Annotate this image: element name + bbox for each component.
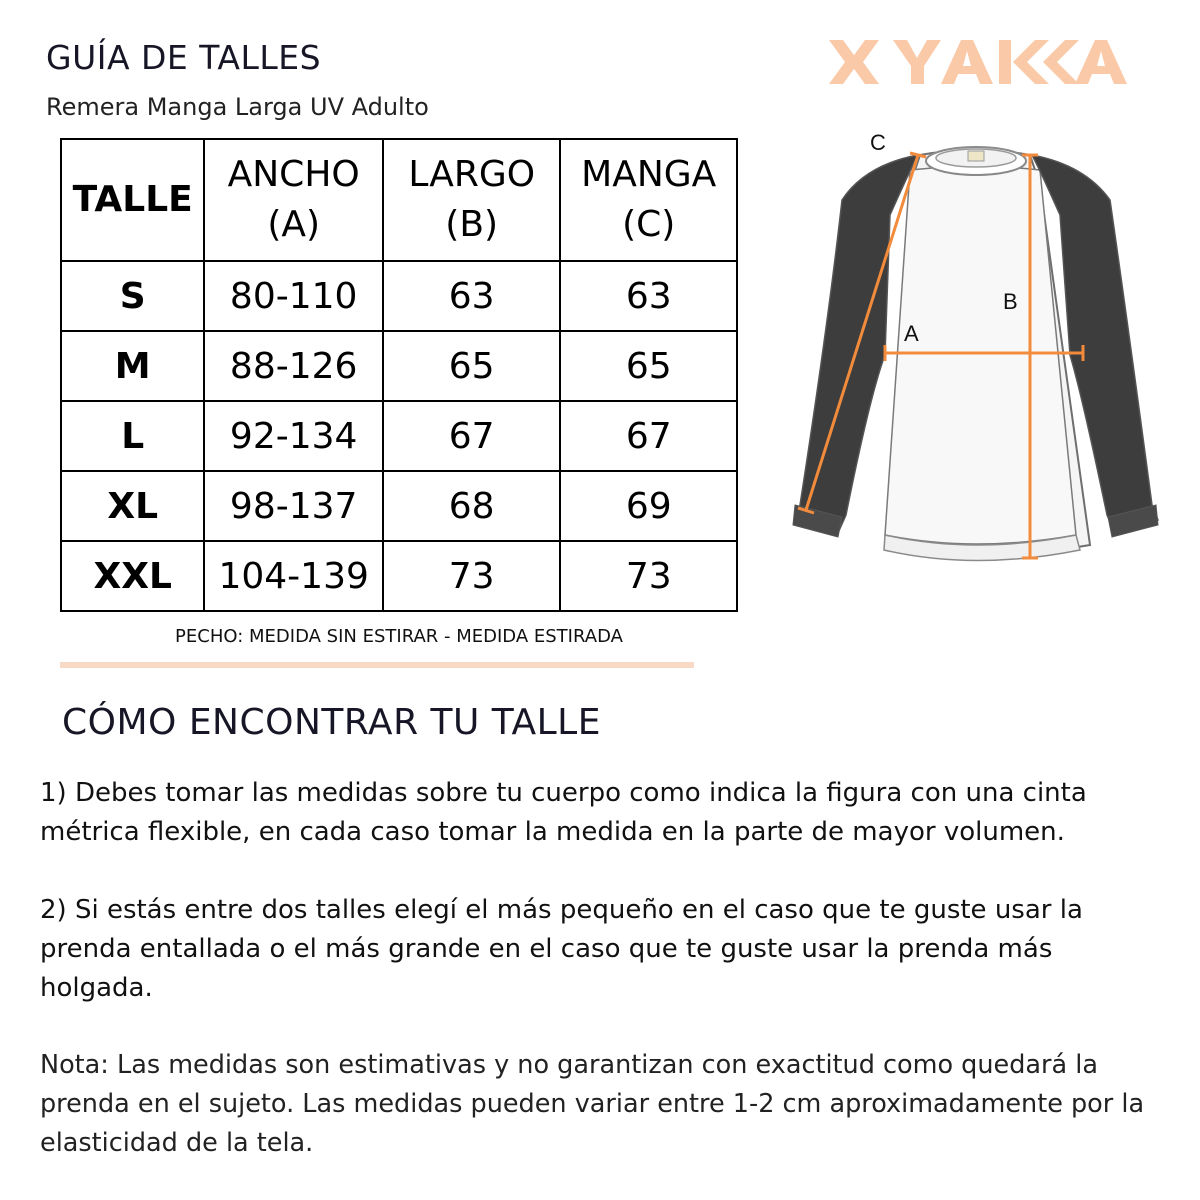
page-title: GUÍA DE TALLES — [46, 38, 322, 77]
largo-cell: 65 — [383, 331, 561, 401]
table-row — [61, 401, 737, 471]
size-cell: L — [61, 401, 204, 471]
largo-cell: 63 — [383, 261, 561, 331]
size-cell: S — [61, 261, 204, 331]
header-manga — [560, 139, 737, 261]
label-c: C — [870, 130, 886, 155]
largo-cell: 73 — [383, 541, 561, 611]
section-title: CÓMO ENCONTRAR TU TALLE — [62, 702, 601, 743]
header-ancho — [204, 139, 383, 261]
table-header-row — [61, 139, 737, 261]
section-divider — [60, 662, 694, 668]
header-unit: (C) — [622, 204, 676, 245]
table-row — [61, 331, 737, 401]
brand-logo — [827, 36, 1127, 88]
ancho-cell: 88-126 — [204, 331, 383, 401]
table-row — [61, 261, 737, 331]
header-talle — [61, 139, 204, 261]
shirt-tag — [968, 151, 984, 161]
manga-cell: 63 — [560, 261, 737, 331]
header-unit: (A) — [267, 204, 321, 245]
manga-cell: 65 — [560, 331, 737, 401]
ancho-cell: 104-139 — [204, 541, 383, 611]
chest-note: PECHO: MEDIDA SIN ESTIRAR - MEDIDA ESTIRADA — [175, 626, 623, 647]
label-b: B — [1003, 289, 1018, 314]
largo-cell: 67 — [383, 401, 561, 471]
shirt-torso — [885, 167, 1076, 545]
manga-cell: 67 — [560, 401, 737, 471]
size-cell: M — [61, 331, 204, 401]
manga-cell: 69 — [560, 471, 737, 541]
header-label: TALLE — [72, 179, 193, 220]
ancho-cell: 92-134 — [204, 401, 383, 471]
size-cell: XL — [61, 471, 204, 541]
product-subtitle: Remera Manga Larga UV Adulto — [46, 93, 429, 121]
header-largo — [383, 139, 561, 261]
table-row — [61, 541, 737, 611]
header-label: ANCHO — [227, 154, 360, 195]
ancho-cell: 80-110 — [204, 261, 383, 331]
size-cell: XXL — [61, 541, 204, 611]
header-unit: (B) — [445, 204, 499, 245]
header-label: LARGO — [408, 154, 536, 195]
disclaimer-note: Nota: Las medidas son estimativas y no garantizan con exactitud como quedará la prenda en el sujeto. Las medidas pueden variar entre 1-2 cm aproximadamente por la elasticidad de la tela. — [40, 1050, 1145, 1158]
instruction-step-2: 2) Si estás entre dos talles elegí el más pequeño en el caso que te guste usar la prenda entallada o el más grande en el caso que te guste usar la prenda más holgada. — [40, 895, 1083, 1003]
size-table — [60, 138, 738, 612]
instruction-step-1: 1) Debes tomar las medidas sobre tu cuerpo como indica la figura con una cinta métrica flexible, en cada caso tomar la medida en la parte de mayor volumen. — [40, 778, 1087, 847]
largo-cell: 68 — [383, 471, 561, 541]
shirt-measurement-figure — [790, 125, 1160, 575]
label-a: A — [904, 321, 919, 346]
manga-cell: 73 — [560, 541, 737, 611]
ancho-cell: 98-137 — [204, 471, 383, 541]
table-row — [61, 471, 737, 541]
header-label: MANGA — [581, 154, 717, 195]
